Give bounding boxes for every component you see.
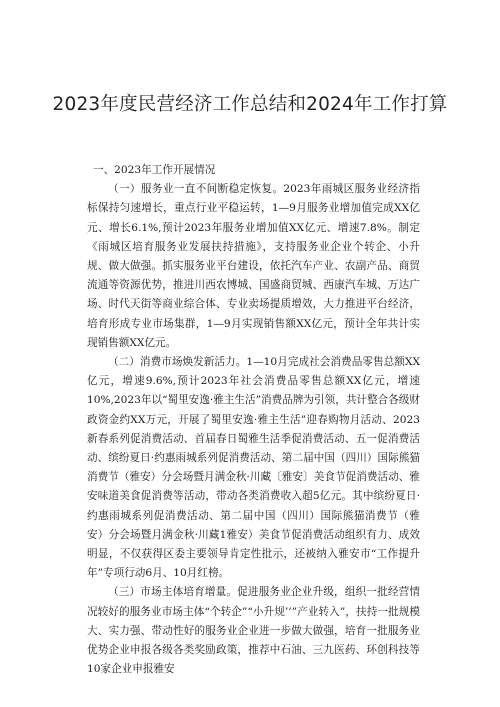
document-title: 2023年度民营经济工作总结和2024年工作打算 [52, 94, 448, 115]
paragraph-service-industry: （一）服务业一直不间断稳定恢复。2023年雨城区服务业经济指标保持匀速增长，重点行业平稳运转，1—9月服务业增加值完成XX亿元、增长6.1%,预计2023年服务业增加值XX亿元、增速7.8%。制定《雨城区培育服务业发展扶持措施》，支持服务业企业个转企、小升规、做大做强。抓实服务业平台建设，依托汽车产业、农副产品、商贸流通等资源优势，推进川西农博城、国盛商贸城、西康汽车城、万达广场、时代天街等商业综合体、专业卖场提质增效，大力推进平台经济，培育形成专业市场集群，1—9月实现销售额XX亿元，预计全年共计实现销售额XX亿元。 [87, 183, 420, 349]
section-heading: 一、2023年工作开展情况 [93, 164, 216, 176]
document-body [87, 161, 420, 679]
paragraph-market-entities: （三）市场主体培育增量。促进服务业企业升级，组织一批经营情况较好的服务业市场主体“个转企”“小升规’’”产业转入”，扶持一批规模大、实力强、带动性好的服务业企业进一步做大做强，培育一批服务业优势企业申报各级各类奖励政策，推荐中石油、三九医药、环创科技等10家企业申报雅安 [87, 586, 420, 676]
paragraph-consumer-market: （二）消费市场焕发新活力。1—10月完成社会消费品零售总额XX亿元，增速9.6%,预计2023年社会消费品零售总额XX亿元，增速10%,2023年以“蜀里安逸·雅主生活”消费品牌为引领，共计整合各级财政资金约XX万元，开展了蜀里安逸·雅主生活”迎春购物月活动、2023新春系列促消费活动、首届春日蜀雅生活季促消费活动、五一促消费活动、缤纷夏日·约惠雨城系列促消费活动、第二届中国（四川）国际熊猫消费节（雅安）分会场暨月满金秋·川藏〔雅安〕美食节促消费活动、雅安味道美食促消费等活动，带动各类消费收入超5亿元。其中缤纷夏日·约惠雨城系列促消费活动、第二届中国（四川）国际熊猫消费节（雅安）分会场暨月满金秋·川藏1雅安）美食节促消费活动组织有力、成效明显，不仅获得区委主要领导肯定性批示，还被纳入雅安市“工作提升年”专项行动6月、10月红榜。 [87, 356, 420, 580]
